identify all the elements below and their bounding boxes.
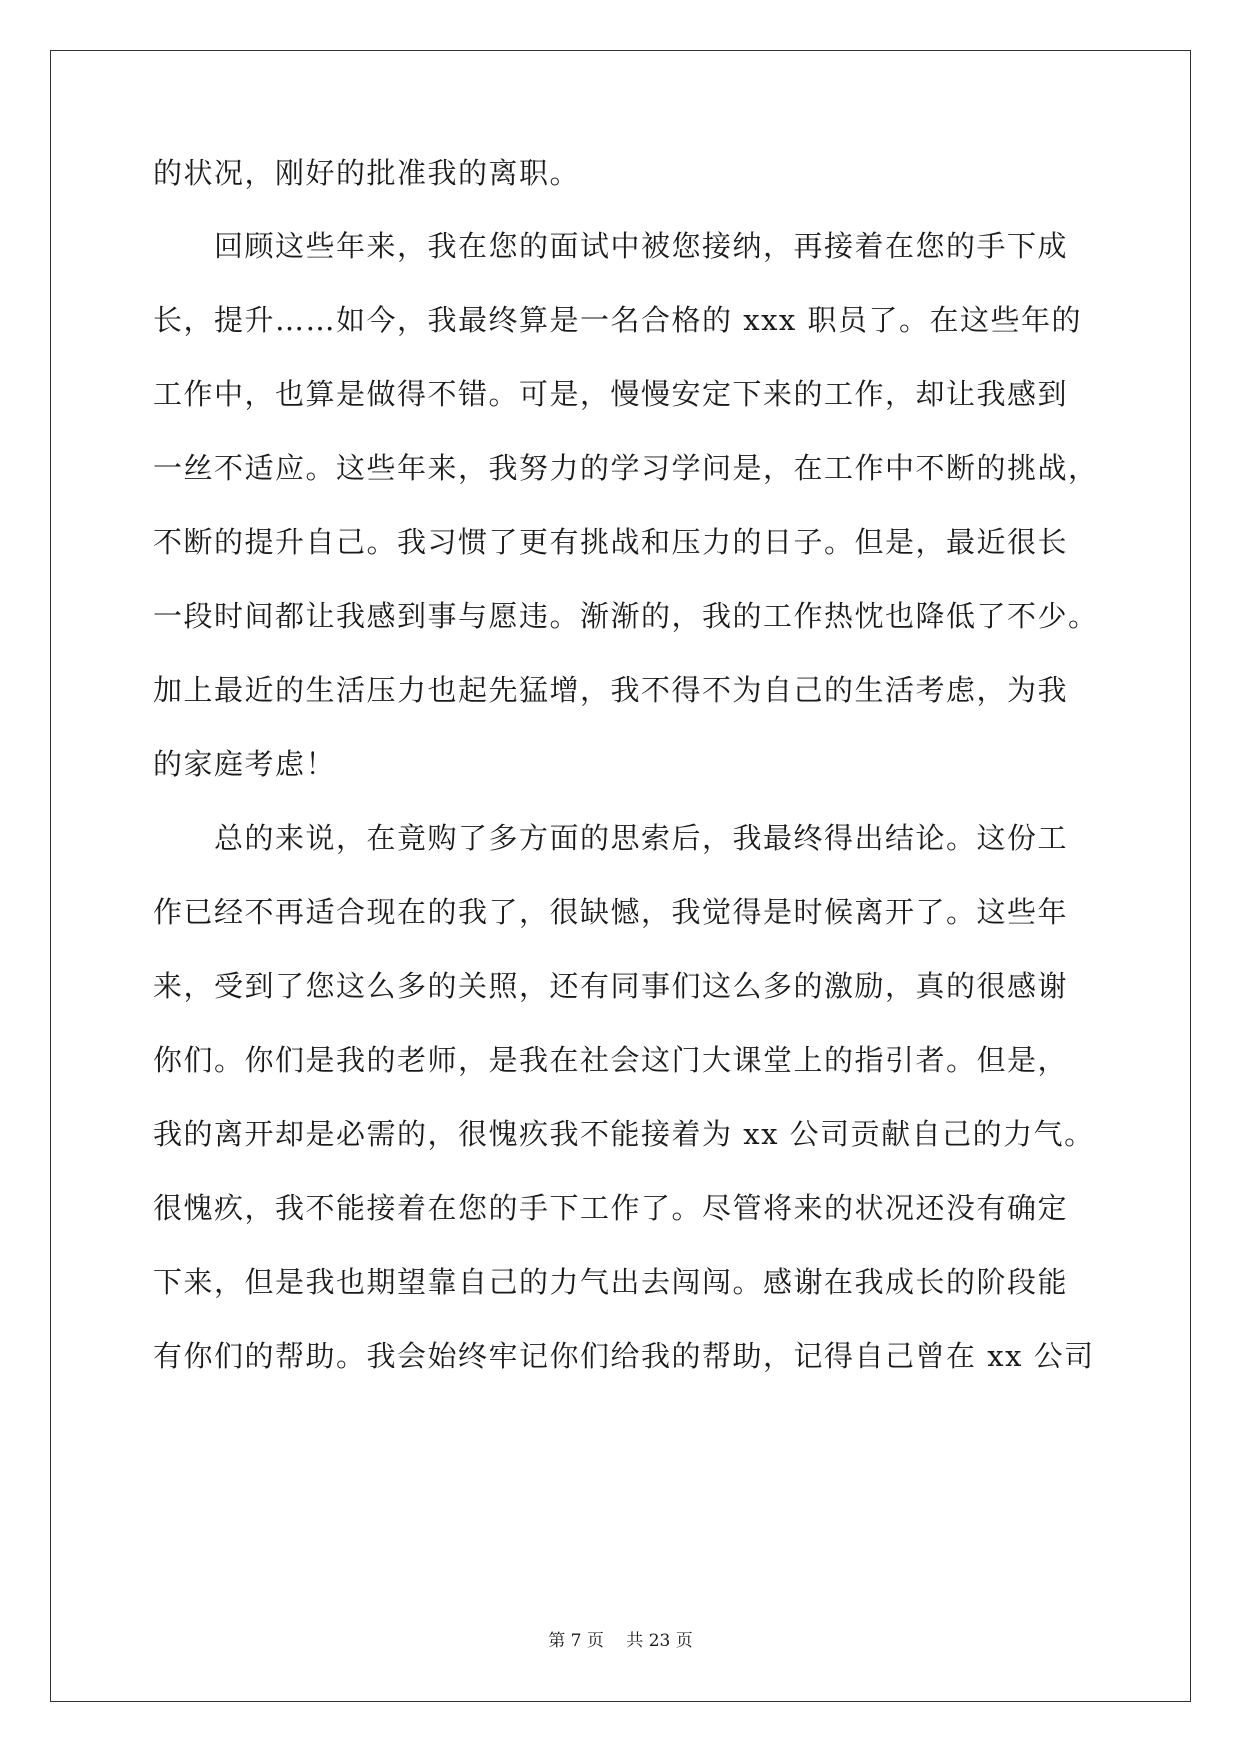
text-line-1: 的状况，刚好的批准我的离职。 bbox=[153, 156, 581, 190]
page-number: 第 7 页 共 23 页 bbox=[548, 1631, 693, 1651]
text-line-16: 下来，但是我也期望靠自己的力气出去闯闯。感谢在我成长的阶段能 bbox=[153, 1265, 1069, 1299]
text-line-5: 一丝不适应。这些年来，我努力的学习学问是，在工作中不断的挑战， bbox=[153, 451, 1099, 485]
page-border bbox=[50, 50, 1191, 1702]
text-line-15: 很愧疚，我不能接着在您的手下工作了。尽管将来的状况还没有确定 bbox=[153, 1191, 1069, 1225]
text-line-3: 长，提升……如今，我最终算是一名合格的 xxx 职员了。在这些年的 bbox=[153, 303, 1083, 337]
text-line-10: 总的来说，在竟购了多方面的思索后，我最终得出结论。这份工 bbox=[153, 821, 1069, 855]
text-line-9: 的家庭考虑！ bbox=[153, 747, 337, 781]
text-line-4: 工作中，也算是做得不错。可是，慢慢安定下来的工作，却让我感到 bbox=[153, 377, 1069, 411]
text-line-6: 不断的提升自己。我习惯了更有挑战和压力的日子。但是，最近很长 bbox=[153, 525, 1069, 559]
text-line-11: 作已经不再适合现在的我了，很缺憾，我觉得是时候离开了。这些年 bbox=[153, 895, 1069, 929]
text-line-13: 你们。你们是我的老师，是我在社会这门大课堂上的指引者。但是， bbox=[153, 1043, 1069, 1077]
text-line-8: 加上最近的生活压力也起先猛增，我不得不为自己的生活考虑，为我 bbox=[153, 673, 1069, 707]
text-line-17: 有你们的帮助。我会始终牢记你们给我的帮助，记得自己曾在 xx 公司 bbox=[153, 1339, 1095, 1373]
text-line-14: 我的离开却是必需的，很愧疚我不能接着为 xx 公司贡献自己的力气。 bbox=[153, 1117, 1095, 1151]
text-line-7: 一段时间都让我感到事与愿违。渐渐的，我的工作热忱也降低了不少。 bbox=[153, 599, 1099, 633]
text-line-12: 来，受到了您这么多的关照，还有同事们这么多的激励，真的很感谢 bbox=[153, 969, 1069, 1003]
text-line-2: 回顾这些年来，我在您的面试中被您接纳，再接着在您的手下成 bbox=[153, 229, 1069, 263]
